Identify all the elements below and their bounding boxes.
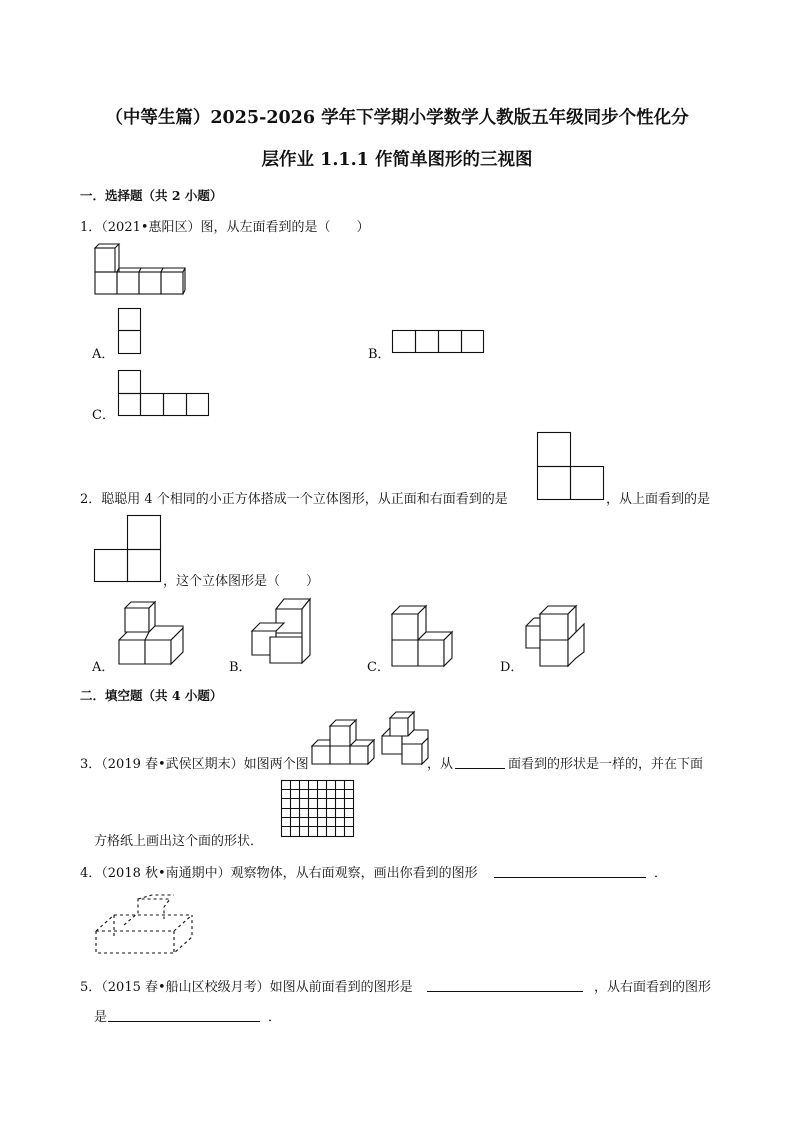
question-2-text-part3: ，这个立体图形是（ ） [163,574,320,589]
q2-front-right-view-figure [537,432,607,502]
question-5-text-part4: ． [268,1010,282,1025]
q3-grid-paper[interactable] [281,780,357,838]
question-3-text-part1: 3．（2019 春•武侯区期末）如图两个图 [80,757,309,772]
question-3-text-part3: 面看到的形状是一样的，并在下面 [508,757,704,772]
q1-figure [94,247,194,297]
q1-option-c-figure[interactable] [118,370,212,418]
question-3-text-part2: ，从 [427,757,454,772]
q2-option-d-figure[interactable] [524,604,588,668]
q4-answer-blank[interactable] [494,863,646,878]
question-3-text-part4: 方格纸上画出这个面的形状． [94,834,264,849]
page-title-line1: （中等生篇）2025-2026 学年下学期小学数学人教版五年级同步个性化分 [105,108,689,128]
q2-option-c-figure[interactable] [390,604,454,668]
q2-option-b-label: B． [229,660,252,675]
q1-option-b-figure[interactable] [392,330,486,356]
q1-option-a-figure[interactable] [118,308,142,356]
question-5-text-part1: 5．（2015 春•船山区校级月考）如图从前面看到的图形是 [80,980,413,995]
q2-option-a-label: A． [92,660,115,675]
question-1-text: 1．（2021•惠阳区）图，从左面看到的是（ ） [80,220,370,235]
q1-option-b-label: B． [368,347,391,362]
q5-right-view-answer-blank[interactable] [108,1007,260,1022]
question-4-text-part1: 4．（2018 秋•南通期中）观察物体，从右面观察，画出你看到的图形 [80,866,478,881]
q2-option-b-figure[interactable] [250,597,314,667]
page-title-line2: 层作业 1.1.1 作简单图形的三视图 [261,150,533,170]
question-5-text-part2: ，从右面看到的图形 [594,980,712,995]
question-2-text-part2: ，从上面看到的是 [606,492,711,507]
question-5-text-part3: 是 [94,1010,108,1025]
section-heading-choice: 一．选择题（共 2 小题） [80,188,223,203]
question-2-text-part1: 2．聪聪用 4 个相同的小正方体搭成一个立体图形，从正面和右面看到的是 [80,492,508,507]
q3-figure-2 [378,710,434,766]
q2-option-c-label: C． [367,660,390,675]
q2-top-view-figure [94,515,164,585]
question-4-text-part2: ． [654,866,668,881]
q2-option-d-label: D． [500,660,524,675]
section-heading-fill: 二．填空题（共 4 小题） [80,688,223,703]
q2-option-a-figure[interactable] [117,600,189,670]
q3-answer-blank[interactable] [455,754,505,769]
q1-option-a-label: A． [92,347,115,362]
q4-figure [94,893,194,957]
q3-figure-1 [310,716,374,766]
q5-front-view-answer-blank[interactable] [427,977,583,992]
q1-option-c-label: C． [92,408,115,423]
